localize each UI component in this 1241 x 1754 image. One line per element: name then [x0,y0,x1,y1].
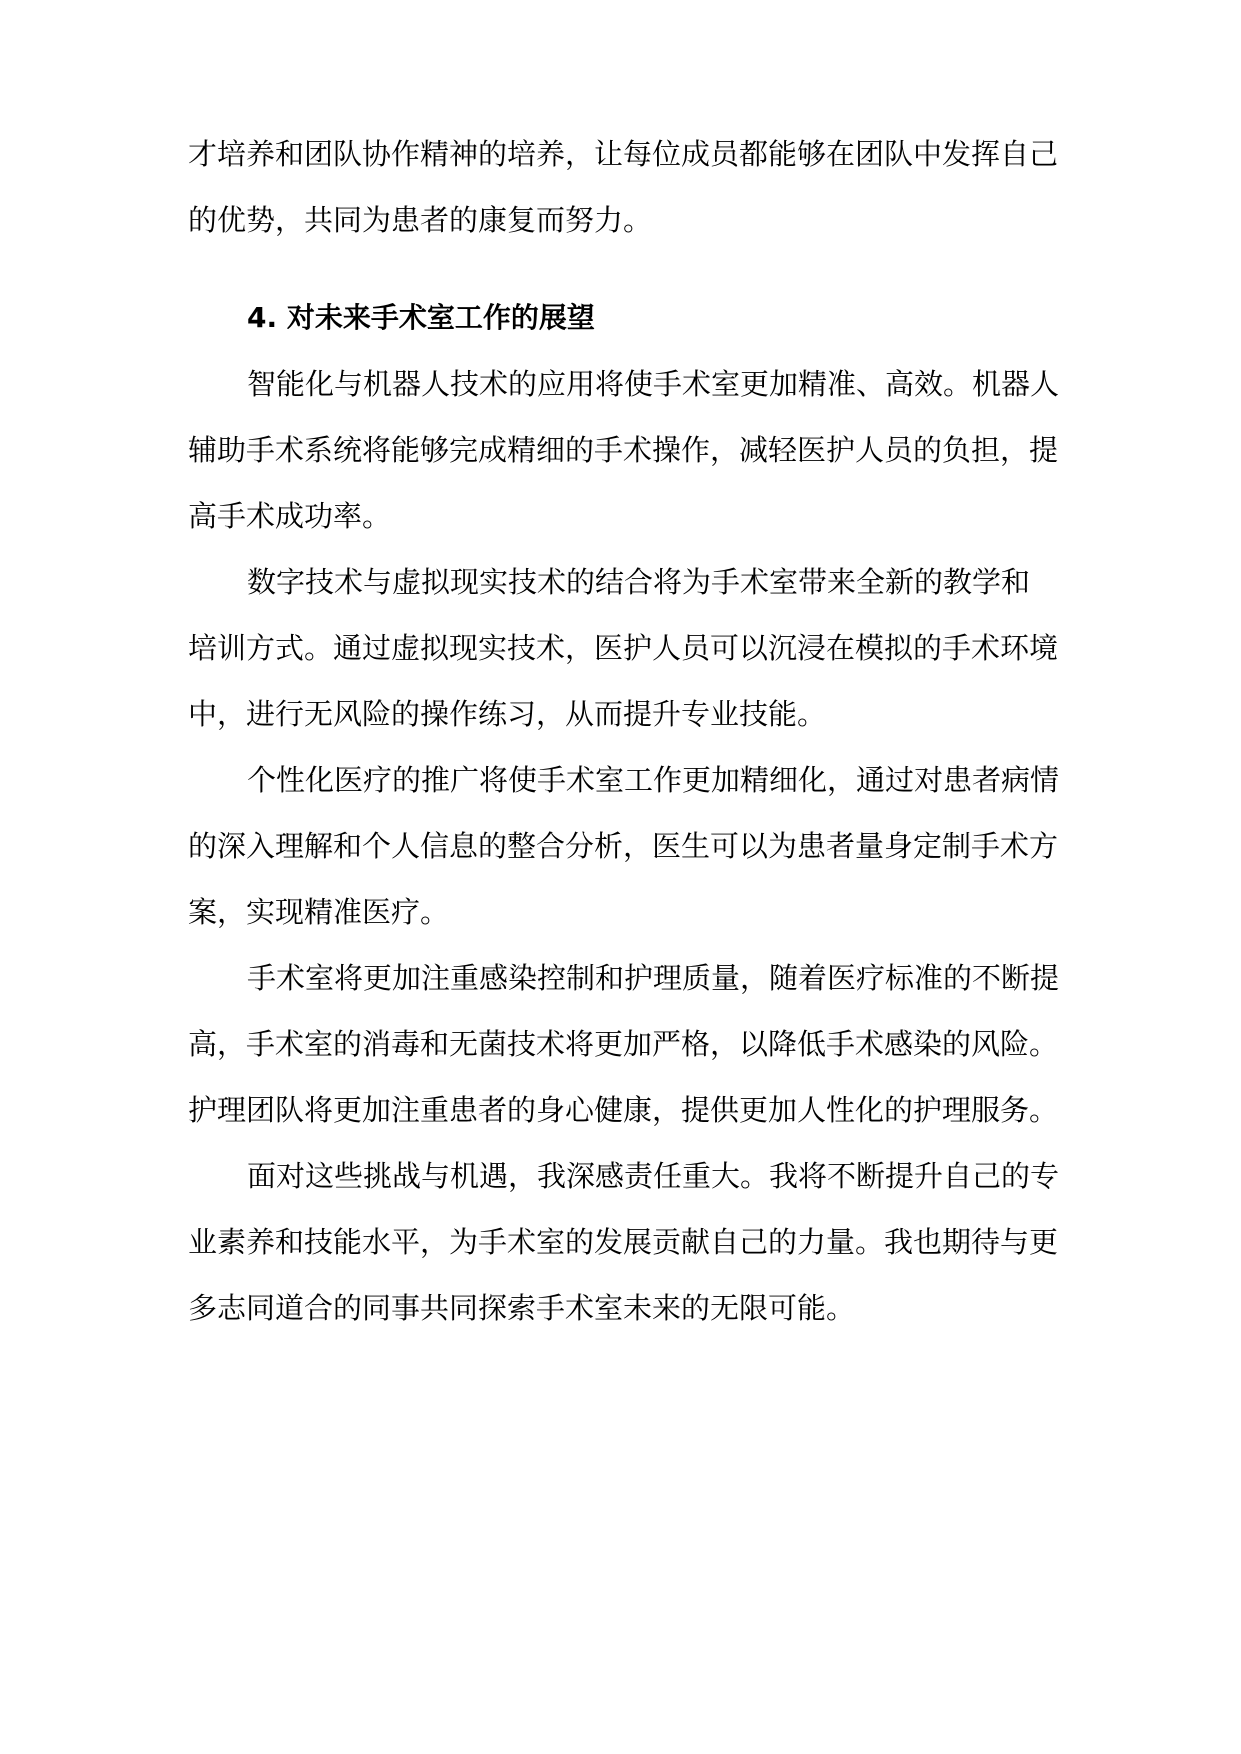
paragraph-line: 高，手术室的消毒和无菌技术将更加严格，以降低手术感染的风险。 [188,1027,1059,1061]
paragraph-line: 培训方式。通过虚拟现实技术，医护人员可以沉浸在模拟的手术环境 [188,631,1059,665]
section-heading: 4. 对未来手术室工作的展望 [247,301,595,334]
paragraph-line: 的深入理解和个人信息的整合分析，医生可以为患者量身定制手术方 [188,829,1059,863]
paragraph-line: 才培养和团队协作精神的培养，让每位成员都能够在团队中发挥自己 [188,137,1059,171]
paragraph-line: 个性化医疗的推广将使手术室工作更加精细化，通过对患者病情 [247,763,1060,797]
paragraph-line: 面对这些挑战与机遇，我深感责任重大。我将不断提升自己的专 [247,1159,1060,1193]
paragraph-line: 智能化与机器人技术的应用将使手术室更加精准、高效。机器人 [247,367,1060,401]
paragraph-line: 辅助手术系统将能够完成精细的手术操作，减轻医护人员的负担，提 [188,433,1059,467]
paragraph-line: 护理团队将更加注重患者的身心健康，提供更加人性化的护理服务。 [188,1093,1059,1127]
paragraph-line: 高手术成功率。 [188,499,392,533]
paragraph-line: 数字技术与虚拟现实技术的结合将为手术室带来全新的教学和 [247,565,1031,599]
paragraph-line: 案，实现精准医疗。 [188,895,450,929]
paragraph-line: 手术室将更加注重感染控制和护理质量，随着医疗标准的不断提 [247,961,1060,995]
paragraph-line: 多志同道合的同事共同探索手术室未来的无限可能。 [188,1291,856,1325]
paragraph-line: 业素养和技能水平，为手术室的发展贡献自己的力量。我也期待与更 [188,1225,1059,1259]
paragraph-line: 中，进行无风险的操作练习，从而提升专业技能。 [188,697,827,731]
paragraph-line: 的优势，共同为患者的康复而努力。 [188,203,653,237]
